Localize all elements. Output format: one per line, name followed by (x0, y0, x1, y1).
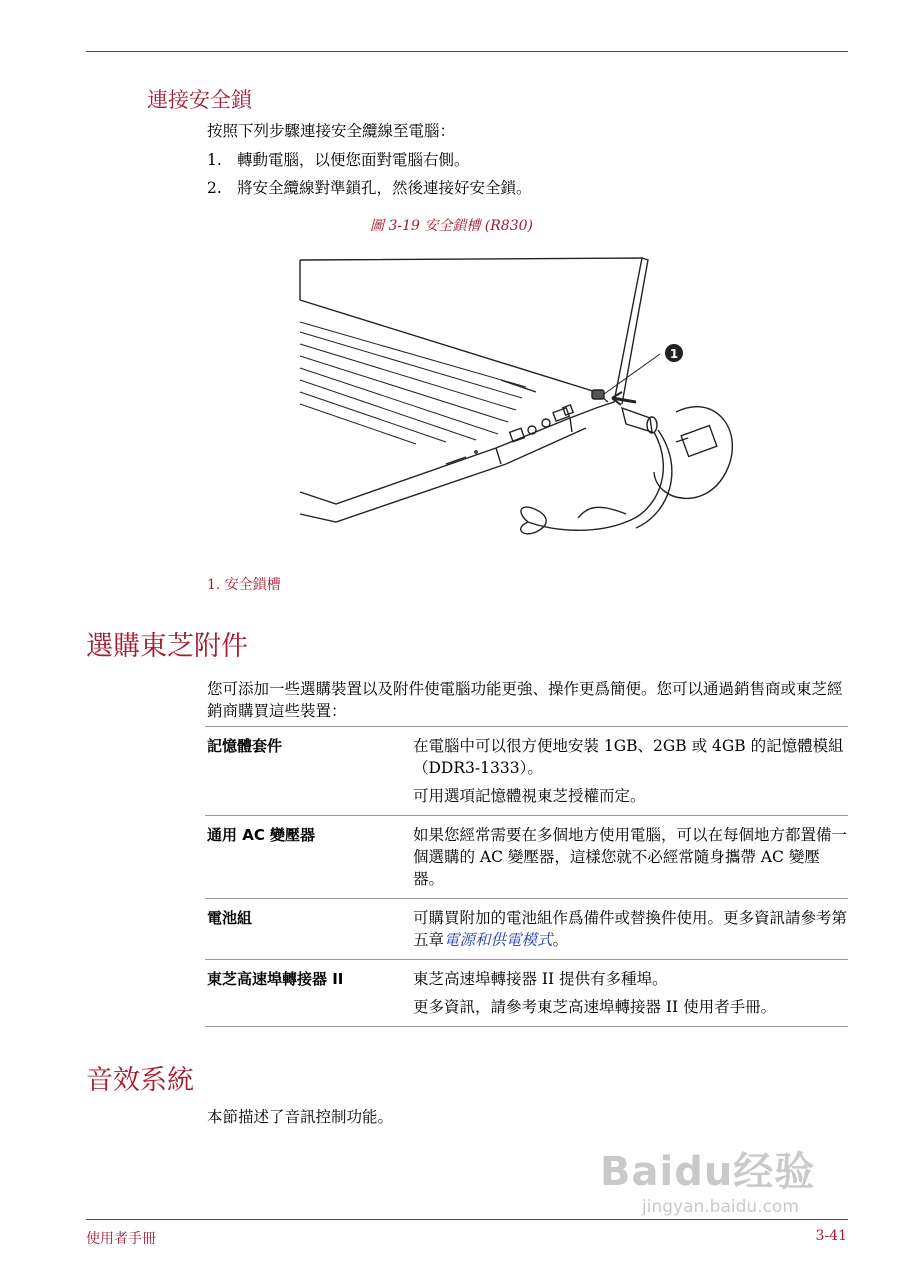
step-text: 將安全纜線對準鎖孔，然後連接好安全鎖。 (237, 179, 532, 197)
step-1 (207, 148, 470, 170)
step-2 (207, 176, 532, 198)
description-paragraph: 東芝高速埠轉接器 II 提供有多種埠。 (413, 970, 668, 988)
header-rule (86, 51, 848, 52)
footer-rule (86, 1219, 848, 1220)
accessory-description (413, 899, 848, 960)
watermark-logo: Baidu经验 (600, 1149, 816, 1195)
accessory-name: 東芝高速埠轉接器 II (205, 960, 413, 1027)
callout-number: 1 (669, 347, 679, 361)
section-title-audio: 音效系統 (86, 1065, 194, 1096)
lock-intro: 按照下列步驟連接安全纜線至電腦： (207, 122, 456, 140)
section-title-security-lock: 連接安全鎖 (147, 88, 252, 112)
description-paragraph: 可用選項記憶體視東芝授權而定。 (413, 787, 646, 805)
description-paragraph: 如果您經常需要在多個地方使用電腦，可以在每個地方都置備一個選購的 AC 變壓器，這樣您就不必經常隨身攜帶 AC 變壓器。 (413, 826, 848, 888)
description-text: 。 (552, 931, 569, 949)
accessory-description (413, 727, 848, 816)
table-row (205, 727, 848, 816)
audio-intro: 本節描述了音訊控制功能。 (207, 1108, 394, 1126)
figure-caption: 圖 3-19 安全鎖槽 (R830) (370, 218, 533, 234)
table-row (205, 899, 848, 960)
description-text: 可購買附加的電池組作爲備件或替換件使用。更多資訊請參考第五章 (413, 909, 848, 949)
step-number: 1. (207, 151, 222, 169)
section-title-accessories: 選購東芝附件 (86, 631, 248, 662)
step-text: 轉動電腦，以便您面對電腦右側。 (237, 151, 470, 169)
baidu-watermark (600, 1140, 815, 1217)
accessory-description (413, 960, 848, 1027)
accessory-name: 記憶體套件 (205, 727, 413, 816)
accessory-name: 電池組 (205, 899, 413, 960)
power-modes-link[interactable]: 電源和供電模式 (444, 931, 553, 949)
watermark-url: jingyan.baidu.com (642, 1197, 799, 1217)
description-paragraph: 在電腦中可以很方便地安裝 1GB、2GB 或 4GB 的記憶體模組 （DDR3-1333）。 (413, 737, 844, 777)
accessory-description (413, 816, 848, 899)
footer-manual-title: 使用者手冊 (86, 1231, 156, 1247)
laptop-security-lock-illustration (296, 252, 746, 557)
table-row (205, 960, 848, 1027)
step-number: 2. (207, 179, 222, 197)
accessories-intro: 您可添加一些選購裝置以及附件使電腦功能更強、操作更爲簡便。您可以通過銷售商或東芝經銷商購買這些裝置： (207, 680, 843, 720)
accessory-name: 通用 AC 變壓器 (205, 816, 413, 899)
description-paragraph: 更多資訊，請參考東芝高速埠轉接器 II 使用者手冊。 (413, 998, 777, 1016)
page-number: 3-41 (815, 1228, 847, 1244)
figure-legend: 1. 安全鎖槽 (207, 577, 281, 593)
accessories-table (205, 726, 848, 1027)
table-row (205, 816, 848, 899)
description-paragraph (413, 907, 848, 951)
